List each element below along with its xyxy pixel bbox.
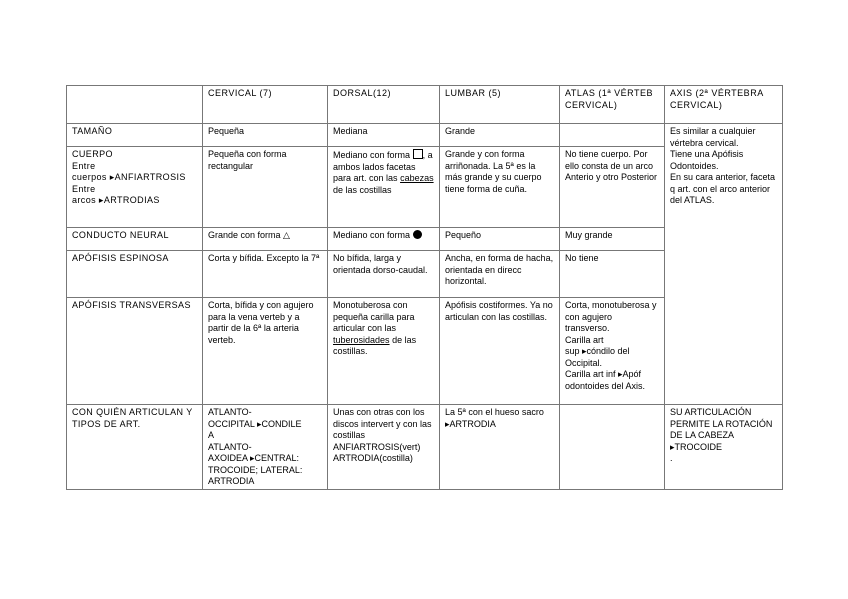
- cell-dorsal: No bífida, larga y orientada dorso-caudal.: [328, 251, 440, 298]
- cell-atlas: No tiene cuerpo. Por ello consta de un arco Anterio y otro Posterior: [560, 147, 665, 228]
- cell-cervical: ATLANTO- OCCIPITAL ▸CONDILE A ATLANTO- AXOIDEA ▸CENTRAL: TROCOIDE; LATERAL: ARTRODIA: [203, 405, 328, 490]
- header-lumbar: LUMBAR (5): [440, 86, 560, 124]
- cell-dorsal: Mediana: [328, 124, 440, 147]
- cell-atlas: Corta, monotuberosa y con agujero transverso. Carilla art sup ▸cóndilo del Occipital. Carilla art inf ▸Apóf odontoides del Axis.: [560, 298, 665, 405]
- cell-lumbar: Grande y con forma arriñonada. La 5ª es la más grande y su cuerpo tiene forma de cuña.: [440, 147, 560, 228]
- header-atlas: ATLAS (1ª VÉRTEB CERVICAL): [560, 86, 665, 124]
- square-icon: [413, 149, 423, 159]
- cell-lumbar: Grande: [440, 124, 560, 147]
- cell-cervical: Pequeña: [203, 124, 328, 147]
- underlined-term: cabezas: [400, 173, 434, 183]
- cell-cervical: Pequeña con forma rectangular: [203, 147, 328, 228]
- cell-atlas: [560, 124, 665, 147]
- cell-cervical: Grande con forma △: [203, 228, 328, 251]
- cell-lumbar: Pequeño: [440, 228, 560, 251]
- row-label: APÓFISIS ESPINOSA: [67, 251, 203, 298]
- row-label: CON QUIÉN ARTICULAN Y TIPOS DE ART.: [67, 405, 203, 490]
- header-row: [67, 86, 783, 124]
- vertebrae-comparison-table: [66, 85, 783, 490]
- cell-dorsal: [328, 228, 440, 251]
- cell-dorsal: [328, 147, 440, 228]
- cell-dorsal: [328, 298, 440, 405]
- text: Monotuberosa con pequeña carilla para articular con las: [333, 300, 415, 333]
- circle-icon: [413, 230, 422, 239]
- cell-cervical: Corta, bífida y con agujero para la vena verteb y a partir de la 6ª la arteria verteb.: [203, 298, 328, 405]
- row-label: TAMAÑO: [67, 124, 203, 147]
- underlined-term: tuberosidades: [333, 334, 390, 345]
- cell-atlas: Muy grande: [560, 228, 665, 251]
- text: , a ambos lados facetas para art. con las: [333, 150, 433, 183]
- cell-axis: SU ARTICULACIÓN PERMITE LA ROTACIÓN DE LA CABEZA ▸TROCOIDE .: [665, 405, 783, 490]
- cell-atlas: [560, 405, 665, 490]
- header-dorsal: DORSAL(12): [328, 86, 440, 124]
- cell-lumbar: Ancha, en forma de hacha, orientada en direcc horizontal.: [440, 251, 560, 298]
- text: Mediano con forma: [333, 150, 411, 160]
- row-tamano: [67, 124, 783, 147]
- header-axis: AXIS (2ª VÉRTEBRA CERVICAL): [665, 86, 783, 124]
- cell-atlas: No tiene: [560, 251, 665, 298]
- cell-axis-merged: Es similar a cualquier vértebra cervical. Tiene una Apófisis Odontoides. En su cara anterior, faceta q art. con el arco anterior del ATLAS.: [665, 124, 783, 405]
- cell-lumbar: Apófisis costiformes. Ya no articulan con las costillas.: [440, 298, 560, 405]
- header-cervical: CERVICAL (7): [203, 86, 328, 124]
- cell-cervical: Corta y bífida. Excepto la 7ª: [203, 251, 328, 298]
- text: de las costillas: [333, 184, 392, 195]
- cell-lumbar: La 5ª con el hueso sacro ▸ARTRODIA: [440, 405, 560, 490]
- row-label: CUERPO Entre cuerpos ▸ANFIARTROSIS Entre arcos ▸ARTRODIAS: [67, 147, 203, 228]
- row-articulacion: [67, 405, 783, 490]
- text: de las costillas.: [333, 334, 417, 356]
- row-label: APÓFISIS TRANSVERSAS: [67, 298, 203, 405]
- text: Mediano con forma: [333, 230, 411, 240]
- cell-dorsal: Unas con otras con los discos intervert y con las costillas ANFIARTROSIS(vert) ARTRODIA(costilla): [328, 405, 440, 490]
- header-empty: [67, 86, 203, 124]
- row-label: CONDUCTO NEURAL: [67, 228, 203, 251]
